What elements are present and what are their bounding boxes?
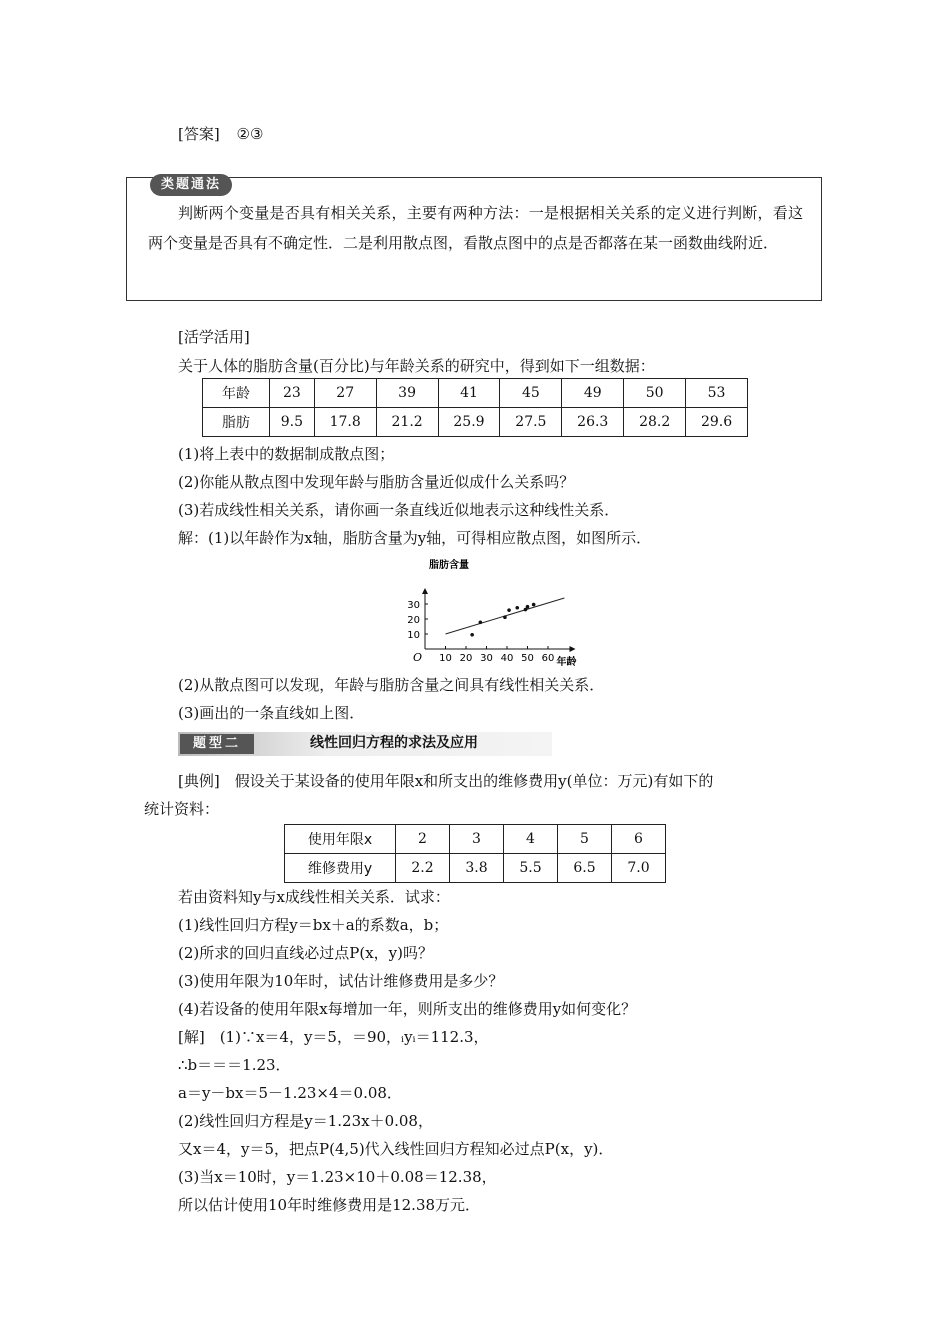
method-box-text: 判断两个变量是否具有相关关系，主要有两种方法：一是根据相关关系的定义进行判断，看这两个变量是否具有不确定性．二是利用散点图，看散点图中的点是否都落在某一函数曲线附近． [148,204,803,252]
example-line-1: [典例] 假设关于某设备的使用年限x和所支出的维修费用y(单位：万元)有如下的 [178,772,714,790]
example-q1: (1)线性回归方程y＝bx＋a的系数a，b； [178,916,449,934]
table-cell: 49 [562,379,624,408]
y-tick-label: 20 [407,615,420,626]
solution-line-7: 所以估计使用10年时维修费用是12.38万元． [178,1196,481,1214]
table-cell: 45 [500,379,562,408]
example-line-2: 统计资料： [144,800,220,818]
practice-q2: (2)你能从散点图中发现年龄与脂肪含量近似成什么关系吗？ [178,473,575,491]
x-tick-label: 40 [500,653,514,664]
x-tick-label: 30 [480,653,493,664]
table-cell: 7.0 [612,854,666,883]
practice-solution-3: (3)画出的一条直线如上图． [178,704,365,722]
row-header-cell: 使用年限x [285,825,396,854]
example-condition: 若由资料知y与x成线性相关关系．试求： [178,888,450,906]
table-cell: 27 [314,379,376,408]
section-tag: 题型二 [180,734,254,754]
table-cell: 28.2 [624,408,686,437]
table-cell: 26.3 [562,408,624,437]
table-cell: 5.5 [504,854,558,883]
table-cell: 5 [558,825,612,854]
table-cell: 3 [450,825,504,854]
data-point [503,615,507,619]
table-cell: 9.5 [270,408,315,437]
x-tick-label: 10 [439,653,452,664]
scatter-chart [400,556,590,668]
data-point [515,606,519,610]
solution-line-5: 又x＝4，y＝5，把点P(4,5)代入线性回归方程知必过点P(x，y)． [178,1140,614,1158]
row-header-cell: 脂肪 [203,408,270,437]
example-q3: (3)使用年限为10年时，试估计维修费用是多少？ [178,972,504,990]
data-point [526,605,530,609]
maintenance-table [284,824,666,883]
table-cell: 2 [396,825,450,854]
x-tick-label: 60 [541,653,555,664]
table-cell: 27.5 [500,408,562,437]
table-row [285,854,666,883]
practice-q3: (3)若成线性相关关系，请你画一条直线近似地表示这种线性关系． [178,501,620,519]
table-cell: 29.6 [686,408,748,437]
data-point [507,608,511,612]
example-q2: (2)所求的回归直线必过点P(x，y)吗？ [178,944,433,962]
table-row [203,379,748,408]
solution-line-2: ∴b＝＝＝1.23． [178,1056,291,1074]
origin-label: O [413,651,423,664]
y-tick-label: 30 [407,600,420,611]
row-header-cell: 年龄 [203,379,270,408]
x-axis-label: 年龄 [556,657,577,668]
table-cell: 50 [624,379,686,408]
practice-heading: [活学活用] [178,328,250,346]
answer-value: ②③ [236,125,264,143]
table-cell: 41 [438,379,500,408]
example-q4: (4)若设备的使用年限x每增加一年，则所支出的维修费用y如何变化？ [178,1000,637,1018]
table-cell: 21.2 [376,408,438,437]
table-cell: 39 [376,379,438,408]
table-cell: 4 [504,825,558,854]
row-header-cell: 维修费用y [285,854,396,883]
solution-line-4: (2)线性回归方程是y＝1.23x＋0.08， [178,1112,433,1130]
practice-solution-1: 解：(1)以年龄作为x轴，脂肪含量为y轴，可得相应散点图，如图所示． [178,529,652,547]
table-cell: 25.9 [438,408,500,437]
answer-label: [答案] [178,125,220,143]
practice-q1: (1)将上表中的数据制成散点图； [178,445,395,463]
table-cell: 23 [270,379,315,408]
practice-solution-2: (2)从散点图可以发现，年龄与脂肪含量之间具有线性相关关系． [178,676,605,694]
section-title: 线性回归方程的求法及应用 [310,735,478,751]
solution-line-6: (3)当x＝10时，y＝1.23×10＋0.08＝12.38， [178,1168,497,1186]
solution-line-3: a＝y－bx＝5－1.23×4＝0.08． [178,1084,402,1102]
answer-line [178,124,263,144]
table-cell: 6 [612,825,666,854]
table-row [203,408,748,437]
y-tick-label: 10 [407,630,420,641]
table-cell: 3.8 [450,854,504,883]
table-row [285,825,666,854]
practice-intro: 关于人体的脂肪含量(百分比)与年龄关系的研究中，得到如下一组数据： [178,357,655,375]
age-fat-table [202,378,748,437]
x-tick-label: 50 [521,653,534,664]
table-cell: 2.2 [396,854,450,883]
data-point [532,603,536,607]
solution-line-1: [解] (1)∵x＝4，y＝5，＝90，ᵢyᵢ＝112.3， [178,1028,489,1046]
table-cell: 6.5 [558,854,612,883]
table-cell: 17.8 [314,408,376,437]
data-point [470,633,474,637]
method-box-tag: 类题通法 [150,174,232,196]
table-cell: 53 [686,379,748,408]
x-tick-label: 20 [459,653,473,664]
y-axis-label: 脂肪含量 [429,560,469,571]
data-point [479,621,483,625]
